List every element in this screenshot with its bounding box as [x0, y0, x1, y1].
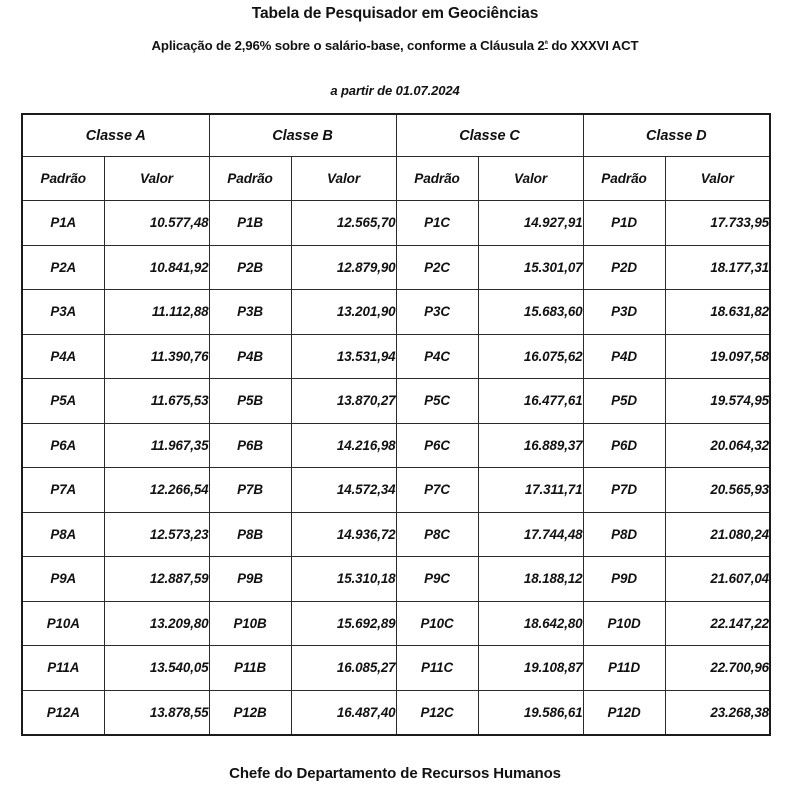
ordinal-indicator: ª: [544, 38, 548, 49]
subtitle-text-prefix: Aplicação de 2,96% sobre o salário-base, conforme a Cláusula 2: [151, 38, 545, 53]
cell-valor-b: 13.201,90: [291, 290, 396, 335]
cell-valor-b: 14.936,72: [291, 512, 396, 557]
cell-valor-d: 20.565,93: [665, 468, 770, 513]
cell-valor-c: 18.642,80: [478, 601, 583, 646]
cell-padrao-d: P11D: [583, 646, 665, 691]
cell-valor-a: 11.967,35: [104, 423, 209, 468]
table-row: [22, 512, 770, 557]
table-row: [22, 290, 770, 335]
cell-valor-d: 19.574,95: [665, 379, 770, 424]
cell-valor-a: 10.841,92: [104, 245, 209, 290]
cell-padrao-b: P3B: [209, 290, 291, 335]
cell-valor-d: 20.064,32: [665, 423, 770, 468]
cell-valor-c: 19.108,87: [478, 646, 583, 691]
cell-valor-a: 12.266,54: [104, 468, 209, 513]
cell-padrao-d: P7D: [583, 468, 665, 513]
cell-padrao-c: P12C: [396, 690, 478, 735]
cell-valor-a: 11.675,53: [104, 379, 209, 424]
cell-padrao-b: P5B: [209, 379, 291, 424]
cell-padrao-d: P6D: [583, 423, 665, 468]
subtitle-text-suffix: do XXXVI ACT: [547, 38, 639, 53]
cell-padrao-b: P7B: [209, 468, 291, 513]
cell-valor-c: 16.889,37: [478, 423, 583, 468]
cell-padrao-d: P8D: [583, 512, 665, 557]
cell-padrao-a: P12A: [22, 690, 104, 735]
class-header-row: [22, 114, 770, 157]
cell-padrao-d: P12D: [583, 690, 665, 735]
cell-padrao-c: P3C: [396, 290, 478, 335]
cell-padrao-a: P11A: [22, 646, 104, 691]
effective-date: a partir de 01.07.2024: [330, 83, 460, 98]
cell-valor-a: 13.878,55: [104, 690, 209, 735]
cell-padrao-d: P1D: [583, 201, 665, 246]
cell-padrao-b: P2B: [209, 245, 291, 290]
document-footer: Chefe do Departamento de Recursos Humanos: [229, 765, 561, 782]
cell-padrao-d: P2D: [583, 245, 665, 290]
cell-padrao-c: P4C: [396, 334, 478, 379]
document-subtitle: [0, 38, 790, 53]
column-header-row: [22, 157, 770, 201]
cell-padrao-a: P5A: [22, 379, 104, 424]
cell-valor-b: 16.487,40: [291, 690, 396, 735]
cell-padrao-c: P8C: [396, 512, 478, 557]
column-header-valor-d: Valor: [665, 157, 770, 201]
cell-valor-b: 13.870,27: [291, 379, 396, 424]
table-row: [22, 423, 770, 468]
cell-valor-d: 18.177,31: [665, 245, 770, 290]
cell-valor-c: 18.188,12: [478, 557, 583, 602]
cell-padrao-c: P11C: [396, 646, 478, 691]
cell-valor-d: 22.700,96: [665, 646, 770, 691]
table-header: [22, 114, 770, 201]
table-row: [22, 245, 770, 290]
cell-padrao-a: P10A: [22, 601, 104, 646]
cell-valor-c: 16.477,61: [478, 379, 583, 424]
cell-valor-d: 17.733,95: [665, 201, 770, 246]
cell-padrao-b: P1B: [209, 201, 291, 246]
table-row: [22, 601, 770, 646]
cell-padrao-a: P2A: [22, 245, 104, 290]
cell-valor-b: 12.565,70: [291, 201, 396, 246]
column-header-padrao-d: Padrão: [583, 157, 665, 201]
column-header-valor-a: Valor: [104, 157, 209, 201]
cell-valor-c: 15.301,07: [478, 245, 583, 290]
cell-padrao-c: P1C: [396, 201, 478, 246]
cell-padrao-d: P4D: [583, 334, 665, 379]
cell-valor-b: 16.085,27: [291, 646, 396, 691]
cell-valor-d: 19.097,58: [665, 334, 770, 379]
cell-padrao-c: P7C: [396, 468, 478, 513]
table-row: [22, 468, 770, 513]
cell-valor-c: 14.927,91: [478, 201, 583, 246]
cell-padrao-a: P9A: [22, 557, 104, 602]
cell-padrao-b: P4B: [209, 334, 291, 379]
column-header-padrao-b: Padrão: [209, 157, 291, 201]
cell-padrao-c: P5C: [396, 379, 478, 424]
cell-padrao-c: P10C: [396, 601, 478, 646]
column-header-valor-b: Valor: [291, 157, 396, 201]
cell-padrao-b: P10B: [209, 601, 291, 646]
table-body: [22, 201, 770, 736]
column-header-valor-c: Valor: [478, 157, 583, 201]
cell-valor-c: 15.683,60: [478, 290, 583, 335]
cell-padrao-b: P8B: [209, 512, 291, 557]
cell-valor-a: 12.887,59: [104, 557, 209, 602]
cell-valor-d: 18.631,82: [665, 290, 770, 335]
cell-valor-a: 10.577,48: [104, 201, 209, 246]
cell-valor-d: 21.080,24: [665, 512, 770, 557]
cell-padrao-b: P11B: [209, 646, 291, 691]
class-header-b: Classe B: [209, 114, 396, 157]
cell-padrao-a: P6A: [22, 423, 104, 468]
cell-valor-a: 11.390,76: [104, 334, 209, 379]
cell-valor-a: 11.112,88: [104, 290, 209, 335]
cell-valor-b: 14.216,98: [291, 423, 396, 468]
cell-valor-b: 15.310,18: [291, 557, 396, 602]
class-header-d: Classe D: [583, 114, 770, 157]
cell-padrao-c: P6C: [396, 423, 478, 468]
cell-padrao-b: P9B: [209, 557, 291, 602]
cell-valor-a: 12.573,23: [104, 512, 209, 557]
cell-padrao-b: P6B: [209, 423, 291, 468]
class-header-c: Classe C: [396, 114, 583, 157]
cell-valor-d: 22.147,22: [665, 601, 770, 646]
salary-table: [21, 113, 771, 736]
cell-padrao-a: P4A: [22, 334, 104, 379]
cell-valor-d: 21.607,04: [665, 557, 770, 602]
cell-padrao-d: P9D: [583, 557, 665, 602]
cell-valor-c: 17.311,71: [478, 468, 583, 513]
cell-padrao-a: P8A: [22, 512, 104, 557]
cell-valor-c: 16.075,62: [478, 334, 583, 379]
cell-padrao-a: P3A: [22, 290, 104, 335]
cell-padrao-c: P9C: [396, 557, 478, 602]
cell-valor-b: 14.572,34: [291, 468, 396, 513]
cell-valor-b: 15.692,89: [291, 601, 396, 646]
cell-valor-a: 13.209,80: [104, 601, 209, 646]
column-header-padrao-c: Padrão: [396, 157, 478, 201]
cell-valor-b: 13.531,94: [291, 334, 396, 379]
cell-padrao-c: P2C: [396, 245, 478, 290]
cell-padrao-d: P5D: [583, 379, 665, 424]
page-title: Tabela de Pesquisador em Geociências: [251, 5, 539, 22]
salary-table-container: [21, 113, 770, 736]
cell-valor-c: 17.744,48: [478, 512, 583, 557]
table-row: [22, 690, 770, 735]
class-header-a: Classe A: [22, 114, 209, 157]
table-row: [22, 646, 770, 691]
cell-valor-b: 12.879,90: [291, 245, 396, 290]
table-row: [22, 557, 770, 602]
cell-padrao-d: P3D: [583, 290, 665, 335]
table-row: [22, 201, 770, 246]
cell-padrao-d: P10D: [583, 601, 665, 646]
cell-padrao-a: P1A: [22, 201, 104, 246]
cell-valor-d: 23.268,38: [665, 690, 770, 735]
cell-padrao-a: P7A: [22, 468, 104, 513]
table-row: [22, 379, 770, 424]
cell-valor-a: 13.540,05: [104, 646, 209, 691]
table-row: [22, 334, 770, 379]
cell-valor-c: 19.586,61: [478, 690, 583, 735]
column-header-padrao-a: Padrão: [22, 157, 104, 201]
cell-padrao-b: P12B: [209, 690, 291, 735]
